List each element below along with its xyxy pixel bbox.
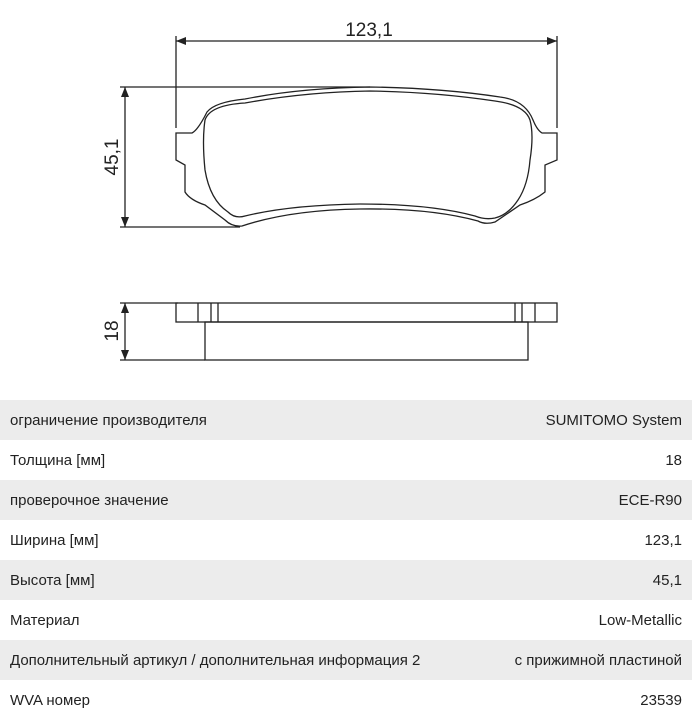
arrow-height-bottom [121,217,129,227]
spec-value: 123,1 [644,531,682,549]
spec-row [0,600,692,640]
spec-value: SUMITOMO System [545,411,682,429]
spec-label: Ширина [мм] [10,531,99,549]
spec-label: Дополнительный артикул / дополнительная информация 2 [10,651,421,669]
arrow-width-right [547,37,557,45]
spec-label: Высота [мм] [10,571,95,589]
spec-row [0,440,692,480]
width-dimension-label: 123,1 [345,20,393,41]
spec-row [0,400,692,440]
spec-table [0,400,692,720]
spec-value: 23539 [640,691,682,709]
spec-row [0,680,692,720]
arrow-thickness-bottom [121,350,129,360]
backing-plate [176,303,557,322]
friction-material-outline [204,91,533,219]
spec-value: с прижимной пластиной [514,651,682,669]
brake-pad-outline [176,87,557,226]
arrow-height-top [121,87,129,97]
arrow-width-left [176,37,186,45]
spec-row [0,520,692,560]
friction-block [205,322,528,360]
spec-value: 18 [665,451,682,469]
arrow-thickness-top [121,303,129,313]
spec-value: Low-Metallic [598,611,682,629]
spec-label: Толщина [мм] [10,451,106,469]
spec-label: Материал [10,611,80,629]
thickness-dimension-label: 18 [102,320,123,342]
spec-label: WVA номер [10,691,91,709]
spec-row [0,480,692,520]
spec-row [0,560,692,600]
spec-label: ограничение производителя [10,411,207,429]
spec-value: 45,1 [652,571,682,589]
spec-value: ECE-R90 [618,491,682,509]
height-dimension-label: 45,1 [102,138,123,176]
spec-row [0,640,692,680]
spec-label: проверочное значение [10,491,169,509]
